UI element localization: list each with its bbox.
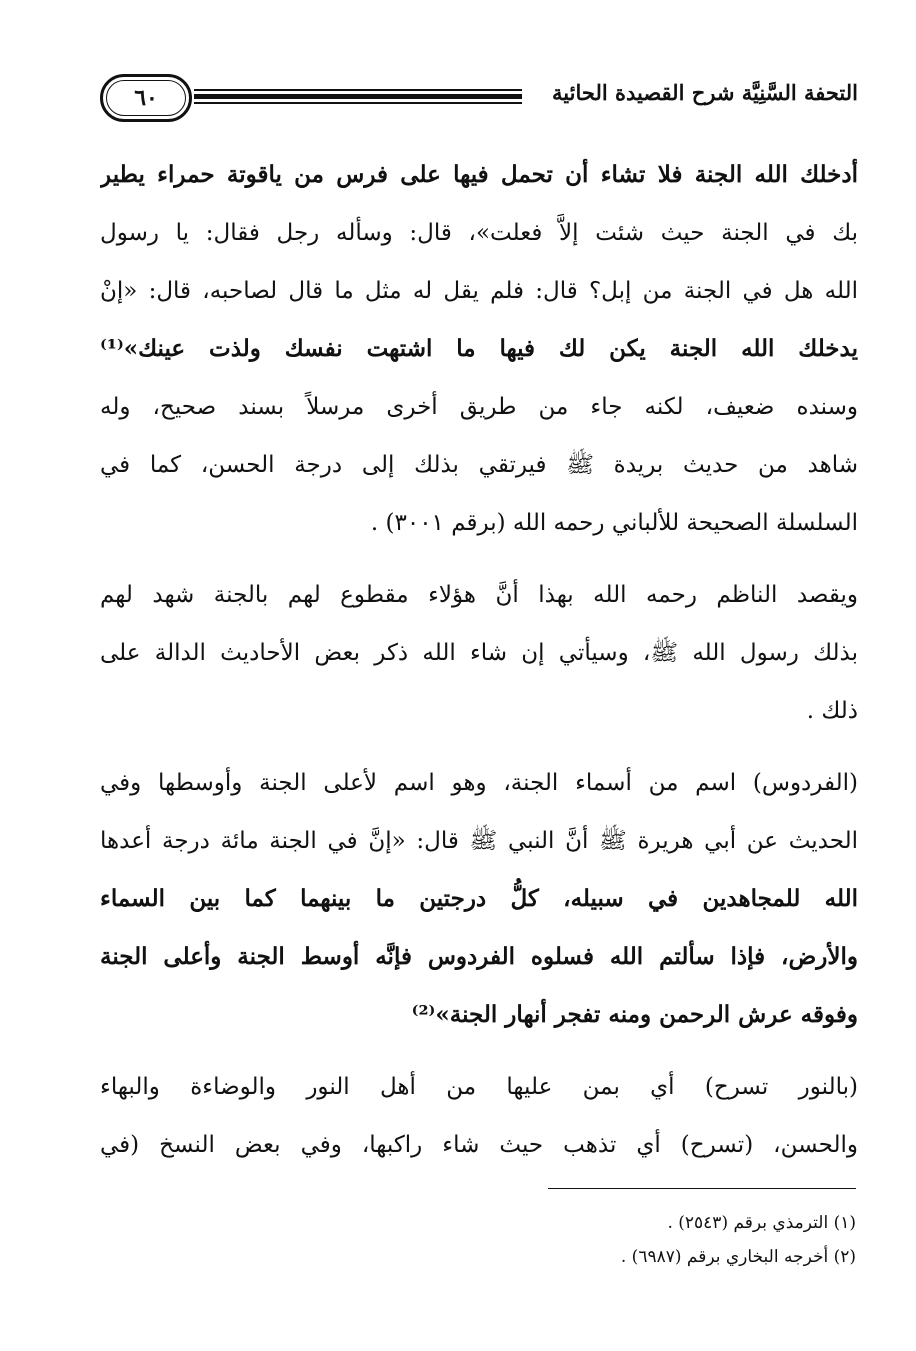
text-line: السلسلة الصحيحة للألباني رحمه الله (برقم ٣٠٠١) . [370, 510, 858, 536]
text-line: والأرض، فإذا سألتم الله فسلوه الفردوس فإنَّه أوسط الجنة وأعلى الجنة [100, 943, 858, 970]
text-line: والحسن، (تسرح) أي تذهب حيث شاء راكبها، وفي بعض النسخ (في [100, 1132, 858, 1158]
text-line: بذلك رسول الله ﷺ، وسيأتي إن شاء الله ذكر بعض الأحاديث الدالة على [100, 640, 858, 666]
book-title: التحفة السَّنِيَّة شرح القصيدة الحائية [552, 80, 858, 105]
text-line: بك في الجنة حيث شئت إلاَّ فعلت»، قال: وسأله رجل فقال: يا رسول [100, 220, 858, 246]
text-line: الله للمجاهدين في سبيله، كلُّ درجتين ما بينهما كما بين السماء [100, 885, 858, 912]
text-line: يدخلك الله الجنة يكن لك فيها ما اشتهت نفسك ولذت عينك»⁽¹⁾ [100, 335, 858, 362]
header-rule [194, 89, 522, 105]
text-line: (الفردوس) اسم من أسماء الجنة، وهو اسم لأعلى الجنة وأوسطها وفي [100, 770, 858, 796]
text-line: أدخلك الله الجنة فلا تشاء أن تحمل فيها على فرس من ياقوتة حمراء يطير [100, 161, 858, 188]
page-number-badge [100, 74, 192, 122]
text-line: ذلك . [806, 698, 858, 724]
body-text [100, 146, 858, 1174]
page-number: ٦٠ [106, 80, 186, 116]
footnotes [400, 1206, 856, 1274]
text-line: الحديث عن أبي هريرة ﷺ أنَّ النبي ﷺ قال: «إنَّ في الجنة مائة درجة أعدها [100, 828, 858, 854]
text-line: ويقصد الناظم رحمه الله بهذا أنَّ هؤلاء مقطوع لهم بالجنة شهد لهم [100, 582, 858, 608]
text-line: شاهد من حديث بريدة ﷺ فيرتقي بذلك إلى درجة الحسن، كما في [100, 452, 858, 478]
footnote-separator [548, 1188, 856, 1189]
footnote-1: (١) الترمذي برقم (٢٥٤٣) . [667, 1213, 856, 1233]
page-header [100, 74, 858, 126]
text-line: (بالنور تسرح) أي بمن عليها من أهل النور والوضاءة والبهاء [100, 1074, 858, 1100]
text-line: وفوقه عرش الرحمن ومنه تفجر أنهار الجنة»⁽²⁾ [411, 1001, 858, 1028]
text-line: وسنده ضعيف، لكنه جاء من طريق أخرى مرسلاً بسند صحيح، وله [100, 394, 858, 420]
footnote-2: (٢) أخرجه البخاري برقم (٦٩٨٧) . [620, 1247, 856, 1267]
text-line: الله هل في الجنة من إبل؟ قال: فلم يقل له مثل ما قال لصاحبه، قال: «إنْ [100, 278, 858, 304]
